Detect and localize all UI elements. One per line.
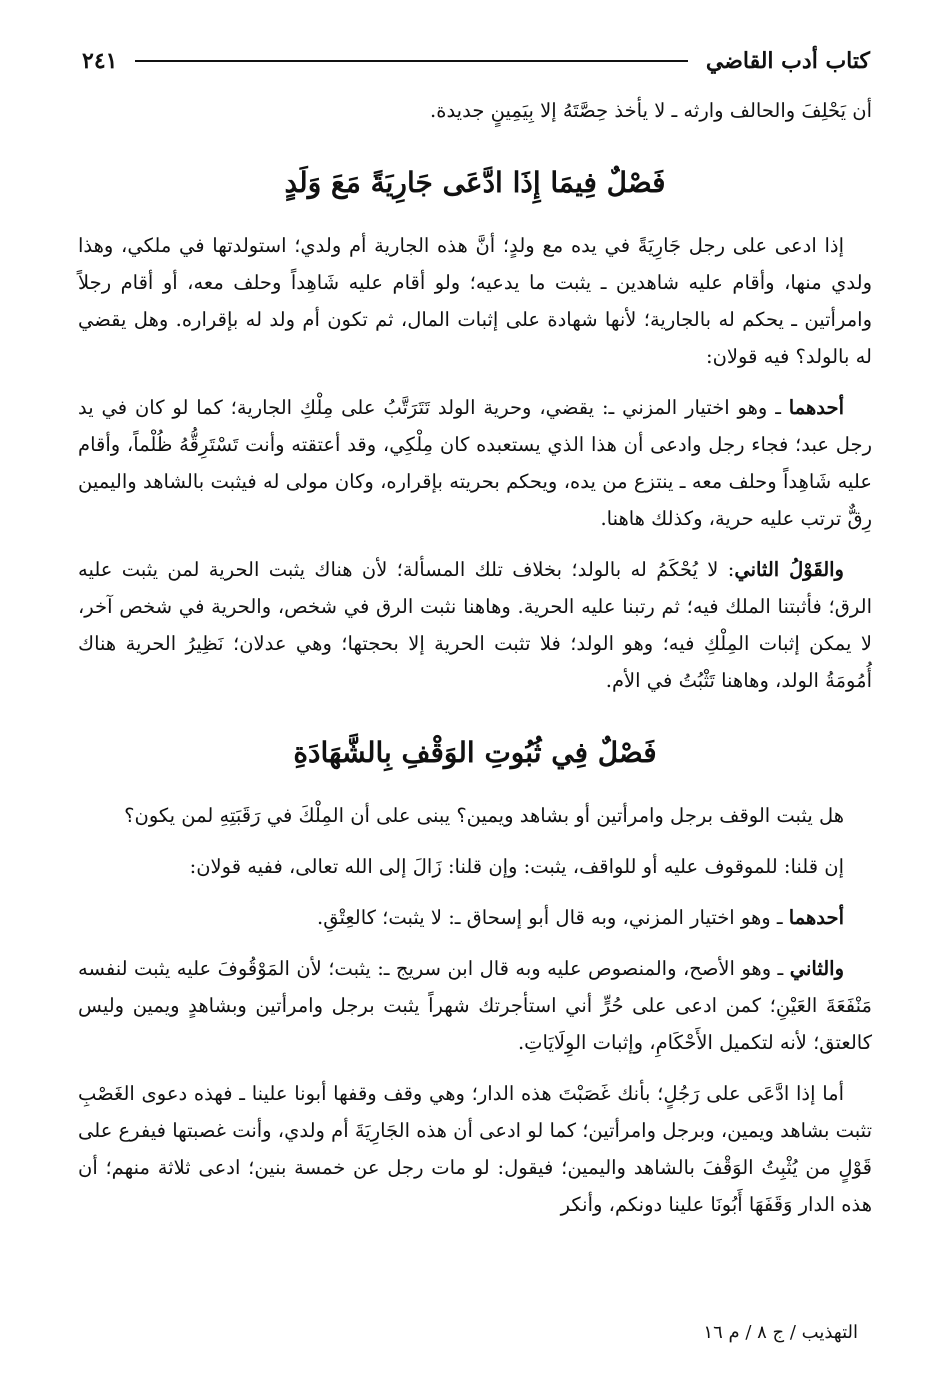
paragraph-lead: والثاني [789, 957, 844, 980]
header-rule [135, 60, 687, 62]
paragraph [78, 551, 872, 699]
paragraph: أما إذا ادَّعَى على رَجُلٍ؛ بأنك غَصَبْتَ هذه الدار؛ وهي وقف وقفها أبونا علينا ـ فهذه دعوى الغَصْبِ تثبت بشاهد ويمين، وبرجل وامرأتين؛ كما لو ادعى أن هذه الجَارِيَةَ أم ولدي، وأنت غصبتها فيفرع على قَوْلٍ من يُثْبِتُ الوَقْفَ بالشاهد واليمين؛ فيقول: لو مات رجل عن خمسة بنين؛ ادعى ثلاثة منهم؛ أن هذه الدار وَقَفَهَا أَبُونَا علينا دونكم، وأنكر [77, 1082, 872, 1216]
paragraph [78, 389, 872, 537]
page-header [82, 44, 870, 78]
paragraph: إذا ادعى على رجل جَارِيَةً في يده مع ولدٍ؛ أنَّ هذه الجارية أم ولدي؛ استولدتها في ملكي، وهذا ولدي منها، وأقام عليه شاهدين ـ يثبت ما يدعيه؛ ولو أقام عليه شَاهِداً وحلف معه، أو أقام رجلاً وامرأتين ـ يحكم له بالجارية؛ لأنها شهادة على إثبات المال، ثم تكون أم ولد له بإقراره. وهل يقضي له بالولد؟ فيه قولان: [78, 234, 872, 368]
paragraph-text: : لا يُحْكَمُ له بالولد؛ بخلاف تلك المسألة؛ لأن هناك يثبت الحرية لمن يثبت عليه الرق؛ فأثبتنا الملك فيه؛ ثم رتبنا عليه الحرية. وهاهنا نثبت الرق في شخص، والحرية في شخص آخر، لا يمكن إثبات المِلْكِ فيه؛ وهو الولد؛ فلا تثبت الحرية إلا بحجتها؛ وهي عدلان؛ نَظِيرُ الحرية هناك أُمُومَةُ الولد، وهاهنا تَثْبُتُ في الأم. [78, 558, 872, 692]
page-body [78, 92, 872, 1237]
paragraph-lead: أحدهما [788, 396, 844, 419]
section-heading-waqf-proof: فَصْلٌ فِي ثُبُوتِ الوَقْفِ بِالشَّهَادَةِ [293, 736, 657, 769]
paragraph [78, 899, 872, 936]
page-number: ٢٤١ [82, 48, 118, 74]
intro-line: أن يَحْلِفَ والحالف وارثه ـ لا يأخذ حِصَّتَهُ إلا بِيَمِينٍ جديدة. [430, 99, 872, 122]
paragraph-text: ـ وهو الأصح، والمنصوص عليه وبه قال ابن سريج ـ: يثبت؛ لأن المَوْقُوفَ عليه يثبت لنفسه مَنْفَعَةَ العَيْنِ؛ كمن ادعى على حُرٍّ أني استأجرتك شهراً يثبت برجل وامرأتين وبشاهدٍ ويمين وليس كالعتق؛ لأنه لتكميل الأَحْكَامِ، وإثبات الوِلَايَاتِ. [78, 957, 872, 1054]
paragraph-lead: أحدهما [788, 906, 844, 929]
paragraph: هل يثبت الوقف برجل وامرأتين أو بشاهد ويمين؟ يبنى على أن المِلْكَ في رَقَبَتِهِ لمن يكون؟ [124, 804, 844, 827]
paragraph [78, 950, 872, 1061]
paragraph-text: ـ وهو اختيار المزني، وبه قال أبو إسحاق ـ: لا يثبت؛ كالعِتْقِ. [317, 906, 789, 929]
running-title: كتاب أدب القاضي [705, 48, 870, 74]
printer-signature: التهذيب / ج ٨ / م ١٦ [703, 1322, 858, 1343]
section-heading-concubine-claim: فَصْلٌ فِيمَا إِذَا ادَّعَى جَارِيَةً مَعَ وَلَدٍ [284, 166, 666, 199]
paragraph-lead: والقَوْلُ الثاني [734, 558, 844, 581]
paragraph: إن قلنا: للموقوف عليه أو للواقف، يثبت: وإن قلنا: زَالَ إلى الله تعالى، ففيه قولان: [189, 855, 844, 878]
paragraph-text: ـ وهو اختيار المزني ـ: يقضي، وحرية الولد تَتَرَتَّبُ على مِلْكِ الجارية؛ كما لو كان في يد رجل عبد؛ فجاء رجل وادعى أن هذا الذي يستعبده كان مِلْكِي، وقد أعتقته وأنت تَسْتَرِقُّهُ ظُلْماً، وأقام عليه شَاهِداً وحلف معه ـ ينتزع من يده، ويحكم بحريته بإقراره، وكان مولى له فيثبت بالشاهد واليمين رِقٌّ ترتب عليه حرية، وكذلك هاهنا. [78, 396, 872, 530]
